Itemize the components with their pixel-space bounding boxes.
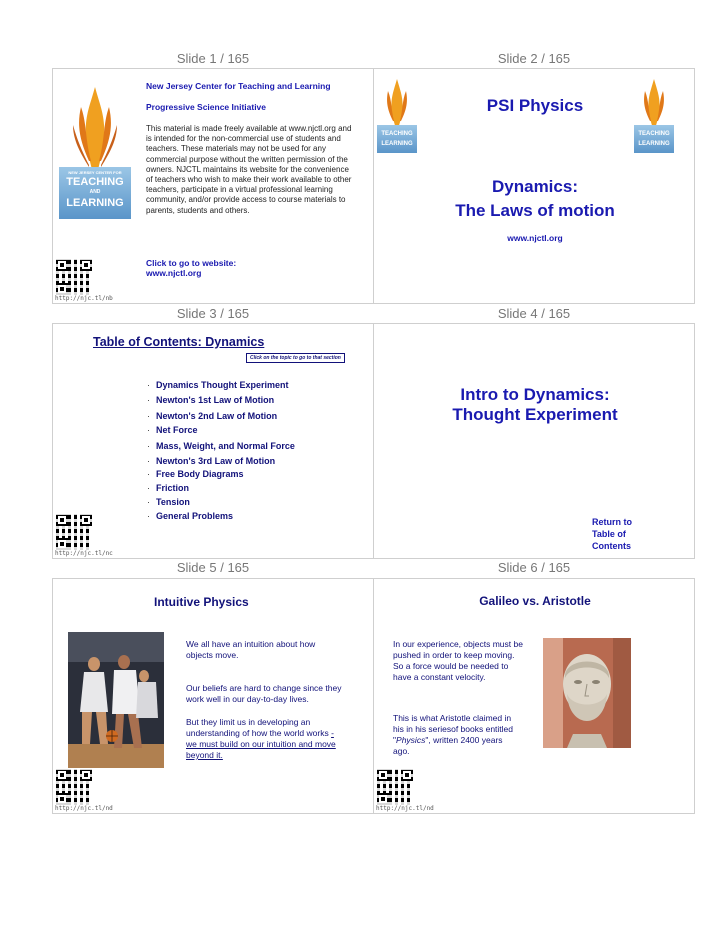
qr-url: http://njc.tl/nc (55, 550, 113, 557)
paragraph-intuition: We all have an intuition about how objects move. (186, 639, 316, 660)
toc-item-tension[interactable]: · Tension (156, 497, 190, 507)
qr-code[interactable] (377, 769, 413, 805)
njctl-logo-right: TEACHING LEARNING (634, 75, 674, 153)
section-title-line1: Intro to Dynamics: (460, 385, 610, 404)
license-text: This material is made freely available at www.njctl.org and is intended for the non-commercial use of students and teachers. These materials may not be used for any commercial purpose without the written permission of the owners. NJCTL maintains its website for the convenience of teachers who wish to make their work available to other teachers, participate in a virtual professional learning community, and/or provide access to course materials to parents, students and others. (146, 124, 352, 215)
slide-1-caption: Slide 1 / 165 (176, 51, 250, 66)
paragraph-experience: In our experience, objects must be pushed in order to keep moving. So a force would be needed to have a constant velocity. (393, 639, 523, 682)
paragraph-aristotle (393, 713, 521, 757)
toc-item-thought-experiment[interactable]: · Dynamics Thought Experiment (156, 380, 289, 390)
paragraph-beliefs: Our beliefs are hard to change since they work well in our day-to-day lives. (186, 683, 342, 704)
toc-item-friction[interactable]: · Friction (156, 483, 189, 493)
return-line-1: Return to (592, 517, 632, 527)
qr-url: http://njc.tl/nd (55, 805, 113, 812)
paragraph-aristotle-text: This is what Aristotle claimed in his in his seriesof books entitled " (393, 713, 514, 745)
paragraph-limits-text: But they limit us in developing an understanding of how the world works (186, 717, 332, 738)
website-url[interactable]: www.njctl.org (507, 233, 563, 243)
paragraph-aristotle-book: Physics (396, 735, 426, 745)
initiative-name: Progressive Science Initiative (146, 102, 267, 112)
toc-item-newtons-2nd-law[interactable]: · Newton's 2nd Law of Motion (156, 411, 277, 421)
qr-url: http://njc.tl/nb (55, 295, 113, 302)
course-title: PSI Physics (486, 96, 584, 115)
slide-2[interactable] (373, 68, 695, 304)
return-to-toc-link[interactable] (592, 516, 632, 552)
aristotle-bust-photo (543, 638, 631, 748)
toc-item-newtons-3rd-law[interactable]: · Newton's 3rd Law of Motion (156, 456, 275, 466)
slide-5-caption: Slide 5 / 165 (176, 560, 250, 575)
slide-5[interactable] (52, 578, 374, 814)
qr-code[interactable] (56, 514, 92, 550)
paragraph-aristotle-tail: ", written 2400 years ago. (393, 735, 503, 756)
njctl-logo: NEW JERSEY CENTER FOR TEACHING AND LEARNING (59, 79, 131, 219)
slide-6[interactable] (373, 578, 695, 814)
slide-3-caption: Slide 3 / 165 (176, 306, 250, 321)
slide-6-caption: Slide 6 / 165 (497, 560, 571, 575)
slide-4[interactable] (373, 323, 695, 559)
toc-item-net-force[interactable]: · Net Force (156, 425, 198, 435)
njctl-logo-left: TEACHING LEARNING (377, 75, 417, 153)
slide-title: Galileo vs. Aristotle (479, 594, 591, 608)
basketball-photo (68, 632, 164, 768)
slide-3[interactable] (52, 323, 374, 559)
toc-item-mass-weight-normal[interactable]: · Mass, Weight, and Normal Force (156, 441, 295, 451)
org-name: New Jersey Center for Teaching and Learning (146, 81, 331, 91)
slide-1[interactable] (52, 68, 374, 304)
paragraph-limits (186, 717, 344, 761)
qr-code[interactable] (56, 259, 92, 295)
slide-2-caption: Slide 2 / 165 (497, 51, 571, 66)
paragraph-limits-underlined: - we must build on our intuition and move beyond it. (186, 728, 336, 760)
toc-item-free-body-diagrams[interactable]: · Free Body Diagrams (156, 469, 244, 479)
toc-item-general-problems[interactable]: · General Problems (156, 511, 233, 521)
slide-4-caption: Slide 4 / 165 (497, 306, 571, 321)
slide-title: Intuitive Physics (154, 595, 249, 609)
website-link-label[interactable]: Click to go to website: (146, 258, 237, 268)
section-title-line2: Thought Experiment (452, 405, 618, 424)
return-line-3: Contents (592, 541, 631, 551)
qr-code[interactable] (56, 769, 92, 805)
unit-title-line1: Dynamics: (492, 177, 578, 196)
unit-title-line2: The Laws of motion (455, 201, 615, 220)
toc-hint: Click on the topic to go to that section (246, 353, 345, 363)
toc-item-newtons-1st-law[interactable]: · Newton's 1st Law of Motion (156, 395, 274, 405)
toc-title: Table of Contents: Dynamics (93, 335, 265, 349)
return-line-2: Table of (592, 529, 626, 539)
qr-url: http://njc.tl/nd (376, 805, 434, 812)
website-link[interactable]: www.njctl.org (146, 268, 202, 278)
